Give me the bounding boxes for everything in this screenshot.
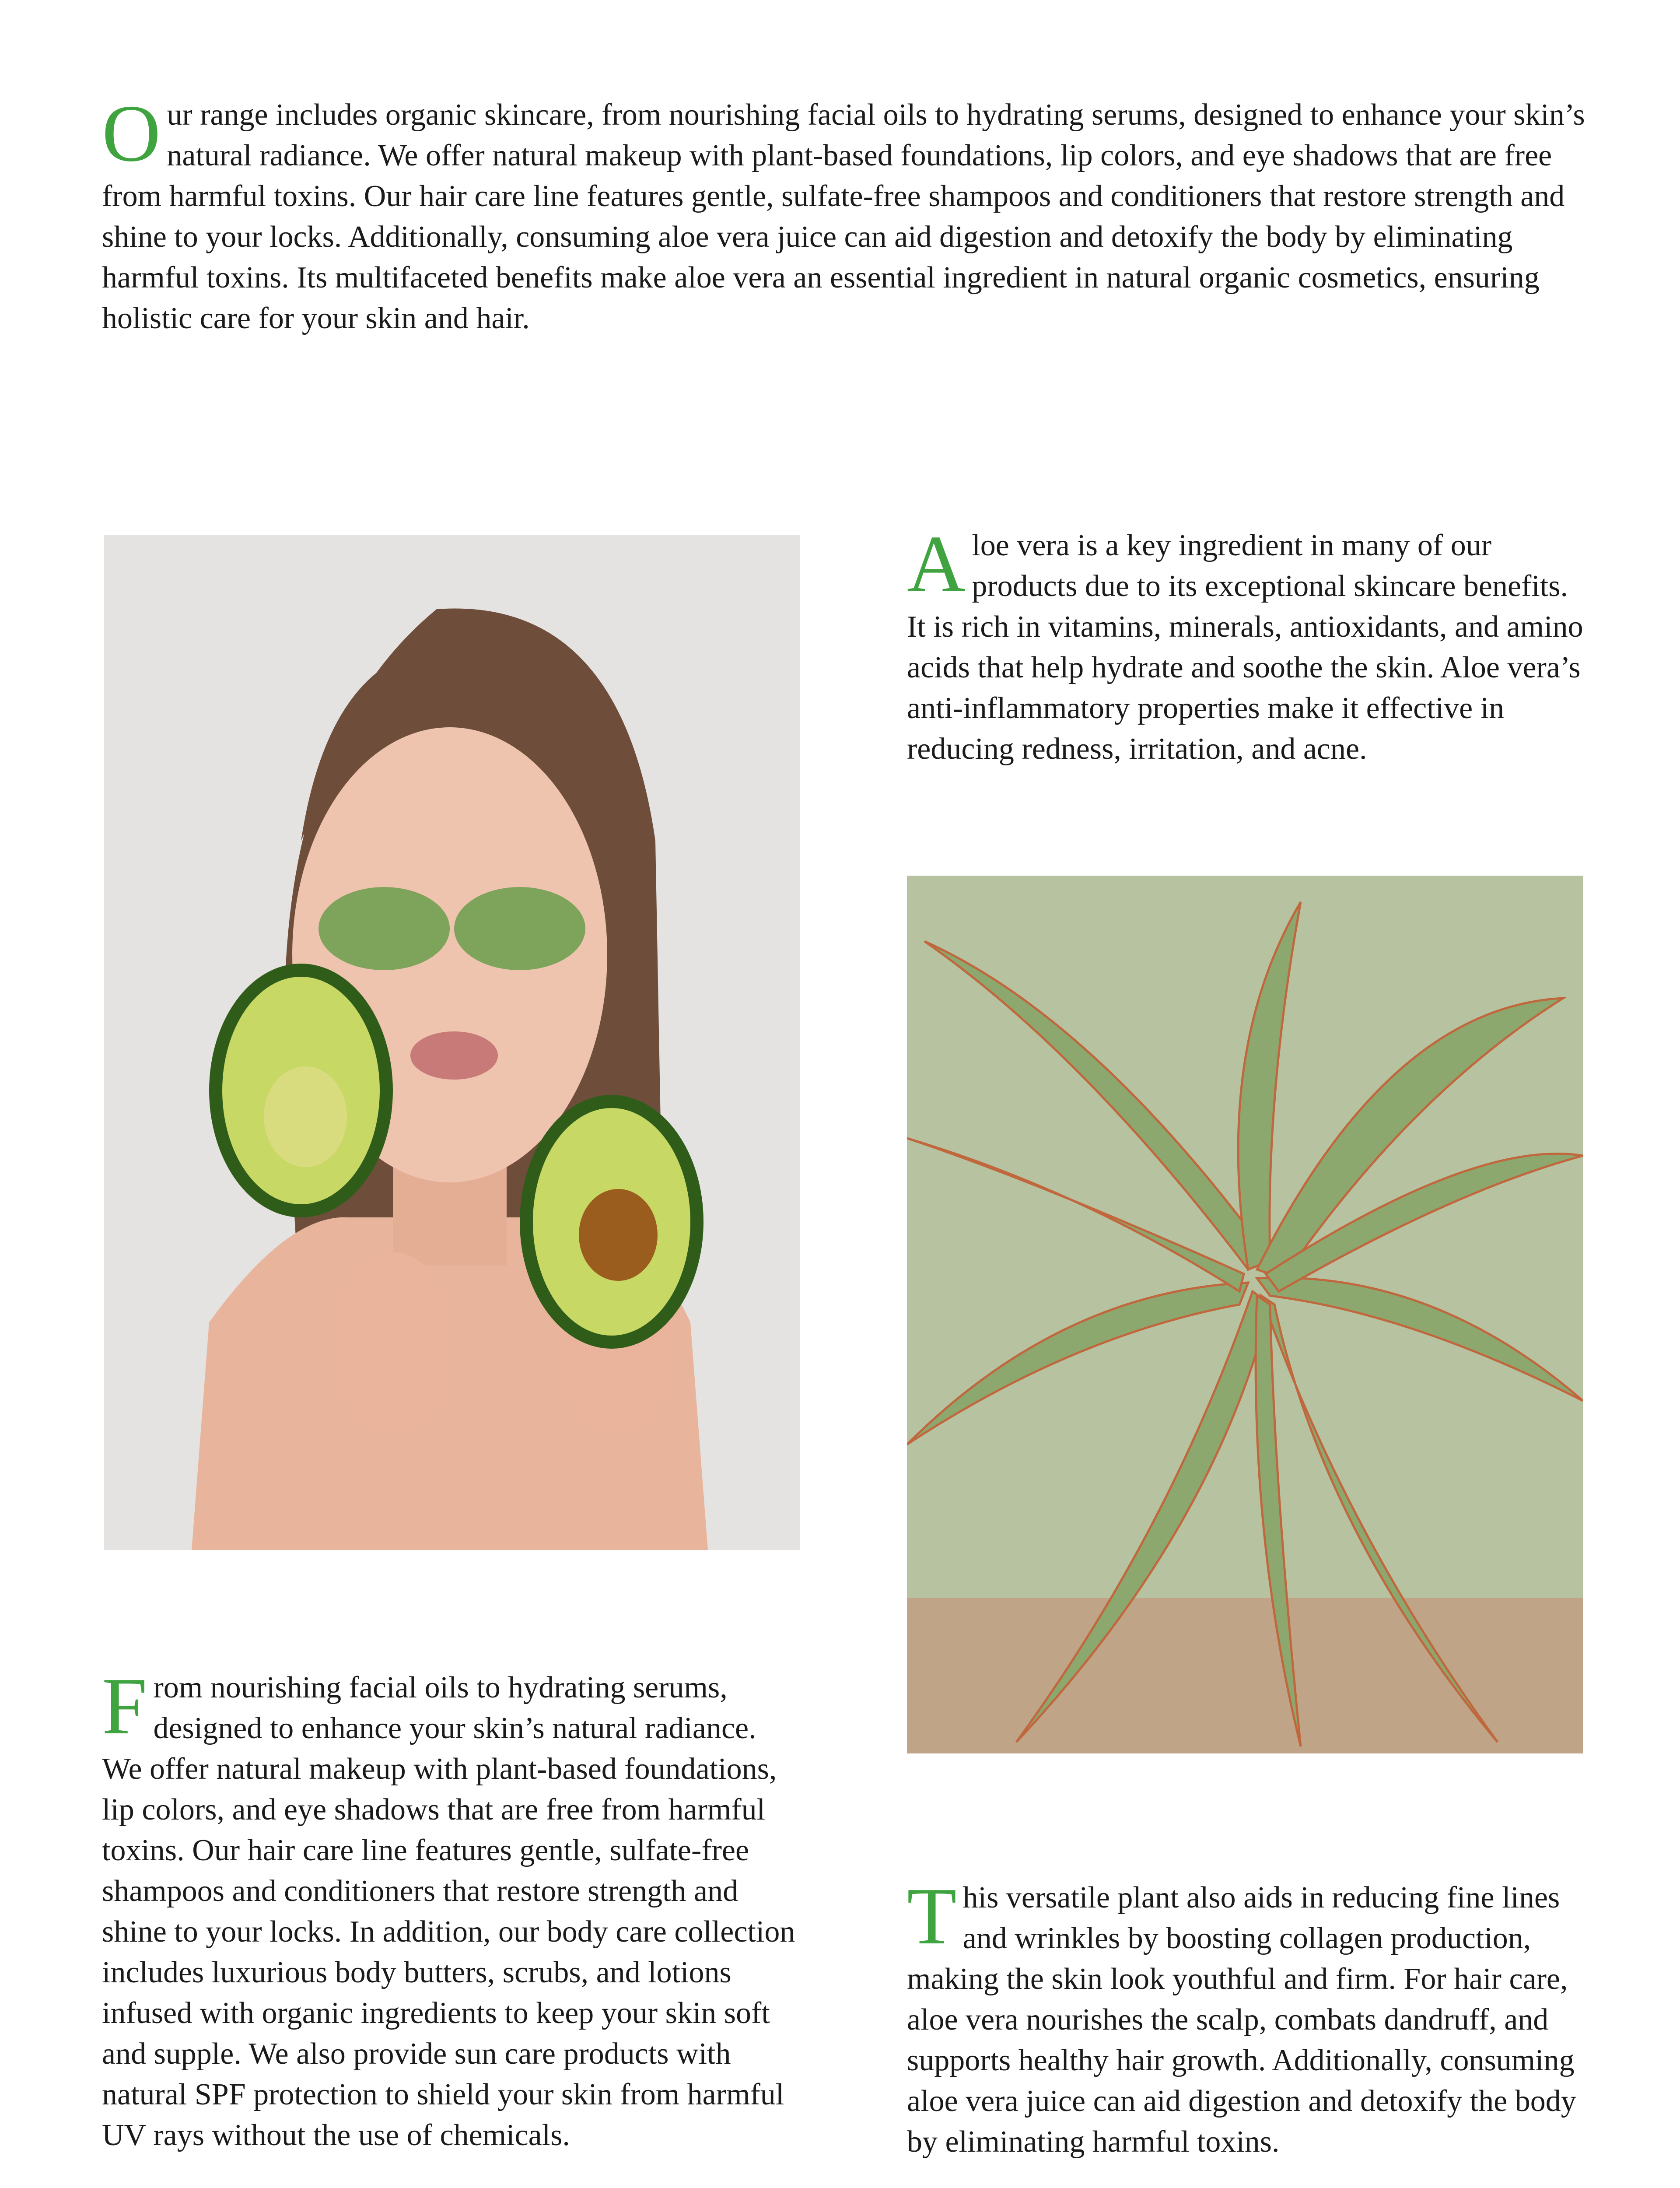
paragraph-text: loe vera is a key ingredient in many of our products due to its exceptional skincare benefits. It is rich in vitamins, minerals, antioxidants, and amino acids that help hydrate and soothe the skin. Aloe vera’s anti-inflammatory properties make it effective in reducing redness, irritation, and acne.: [907, 529, 1583, 766]
versatile-paragraph: [907, 1871, 1589, 2162]
paragraph-text: rom nourishing facial oils to hydrating serums, designed to enhance your skin’s natural radiance. We offer natural makeup with plant-based foundations, lip colors, and eye shadows that are free from harmful toxins. Our hair care line features gentle, sulfate-free shampoos and conditioners that restore strength and shine to your locks. In addition, our body care collection includes luxurious body butters, scrubs, and lotions infused with organic ingredients to keep your skin soft and supple. We also provide sun care products with natural SPF protection to shield your skin from harmful UV rays without the use of chemicals.: [102, 1671, 795, 2152]
woman-avocado-illustration: [104, 535, 800, 1550]
aloe-vera-photo: [907, 876, 1583, 1753]
aloe-paragraph: [907, 519, 1589, 769]
intro-paragraph: [102, 88, 1589, 339]
drop-cap: T: [907, 1871, 957, 1961]
paragraph-text: ur range includes organic skincare, from nourishing facial oils to hydrating serums, designed to enhance your skin’s natural radiance. We offer natural makeup with plant-based foundations, lip colors, and eye shadows that are free from harmful toxins. Our hair care line features gentle, sulfate-free shampoos and conditioners that restore strength and shine to your locks. Additionally, consuming aloe vera juice can aid digestion and detoxify the body by eliminating harmful toxins. Its multifaceted benefits make aloe vera an essential ingredient in natural organic cosmetics, ensuring holistic care for your skin and hair.: [102, 98, 1585, 335]
drop-cap: A: [907, 519, 966, 609]
drop-cap: F: [102, 1661, 147, 1751]
aloe-vera-illustration: [907, 876, 1583, 1753]
woman-avocado-photo: [104, 535, 800, 1550]
from-paragraph: [102, 1661, 802, 2156]
drop-cap: O: [102, 88, 161, 179]
paragraph-text: his versatile plant also aids in reducing fine lines and wrinkles by boosting collagen production, making the skin look youthful and firm. For hair care, aloe vera nourishes the scalp, combats dandruff, and supports healthy hair growth. Additionally, consuming aloe vera juice can aid digestion and detoxify the body by eliminating harmful toxins.: [907, 1881, 1576, 2159]
